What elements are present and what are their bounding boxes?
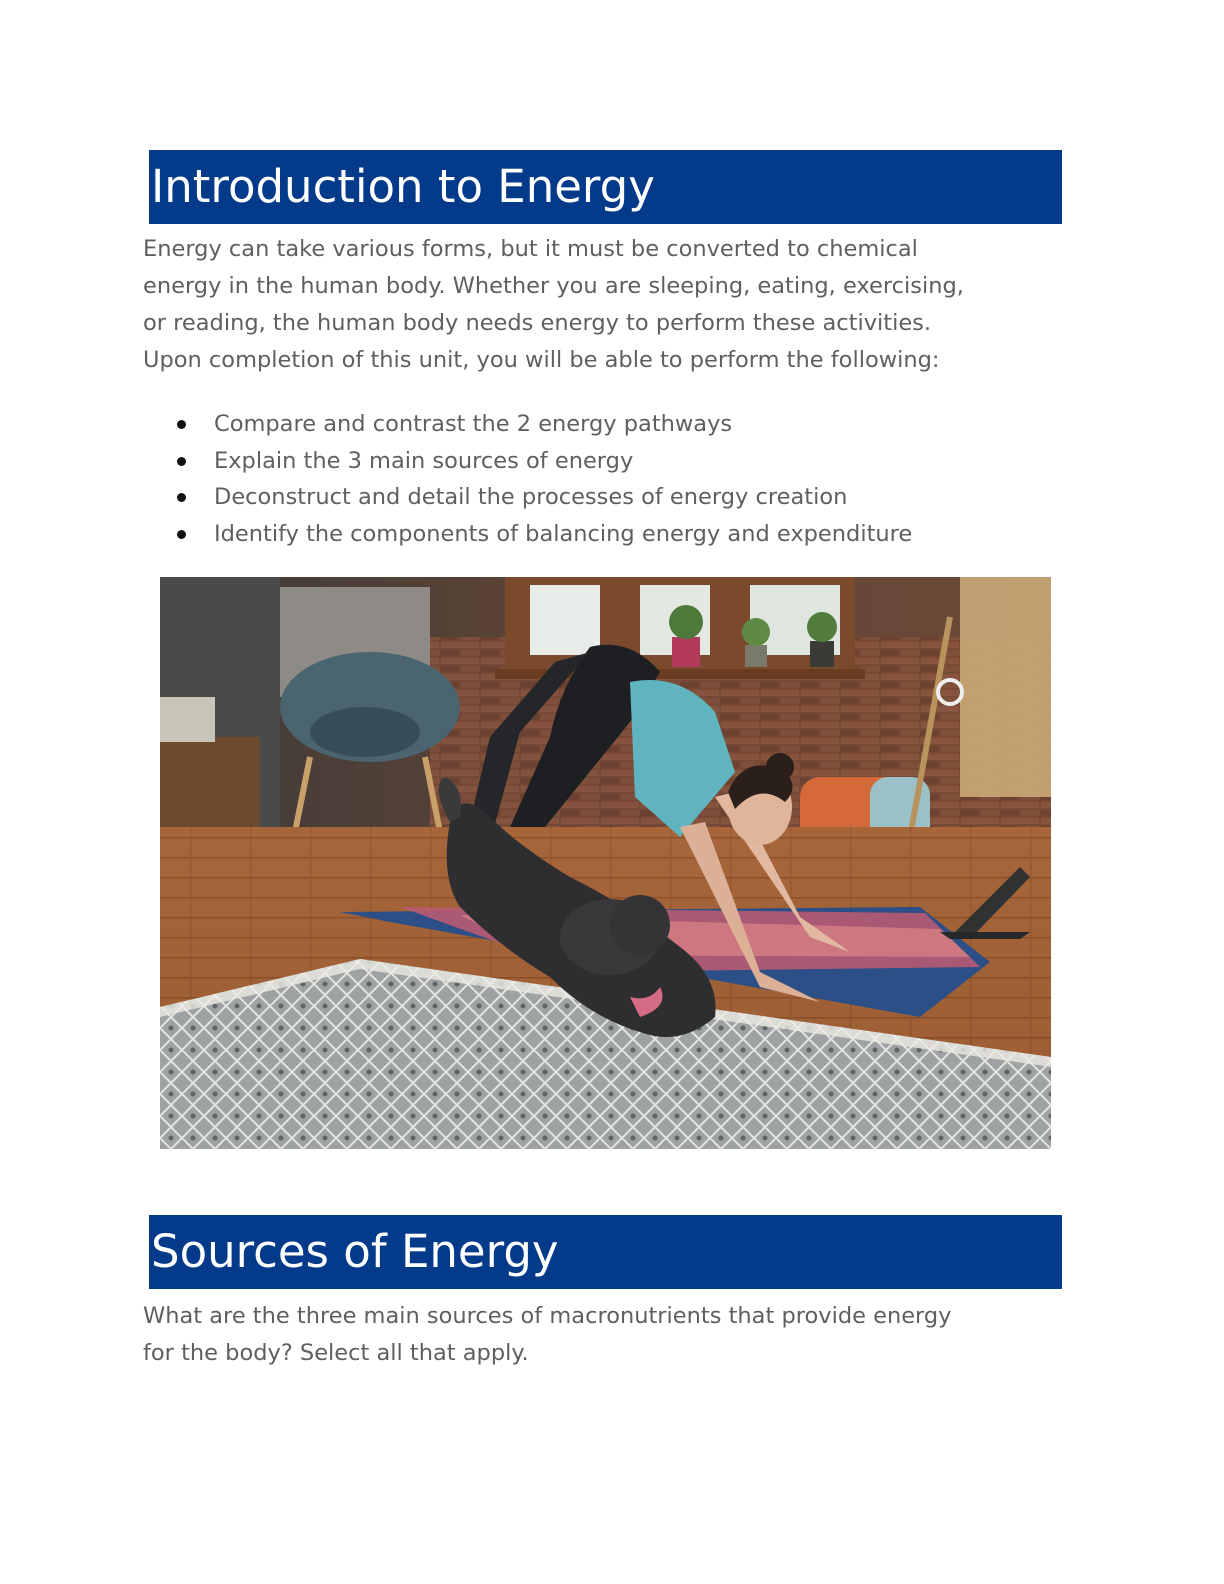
- sources-question: What are the three main sources of macronutrients that provide energy for the body? Select all that apply.: [143, 1303, 952, 1366]
- objective-text: Deconstruct and detail the processes of energy creation: [214, 484, 848, 510]
- sources-title-banner: [149, 1215, 1062, 1289]
- intro-title-banner: [149, 150, 1062, 224]
- bullet-icon: [177, 493, 186, 502]
- objective-text: Compare and contrast the 2 energy pathways: [214, 411, 733, 437]
- objective-text: Explain the 3 main sources of energy: [214, 447, 634, 474]
- objective-text: Identify the components of balancing energy and expenditure: [214, 520, 913, 547]
- bullet-icon: [177, 457, 186, 466]
- objectives-list: [173, 406, 1073, 552]
- sources-title: Sources of Energy: [151, 1225, 559, 1278]
- objective-item: [173, 479, 1073, 516]
- intro-title: Introduction to Energy: [151, 160, 655, 213]
- bullet-icon: [177, 420, 186, 429]
- objective-item: [173, 443, 1073, 480]
- objective-item: [173, 406, 1073, 443]
- objective-item: [173, 516, 1073, 553]
- bullet-icon: [177, 530, 186, 539]
- yoga-photo: [160, 577, 1051, 1149]
- intro-paragraph: Energy can take various forms, but it must be converted to chemical energy in the human body. Whether you are sleeping, eating, exercising, or reading, the human body needs energy to perform these activities. Upon completion of this unit, you will be able to perform the following:: [143, 236, 964, 373]
